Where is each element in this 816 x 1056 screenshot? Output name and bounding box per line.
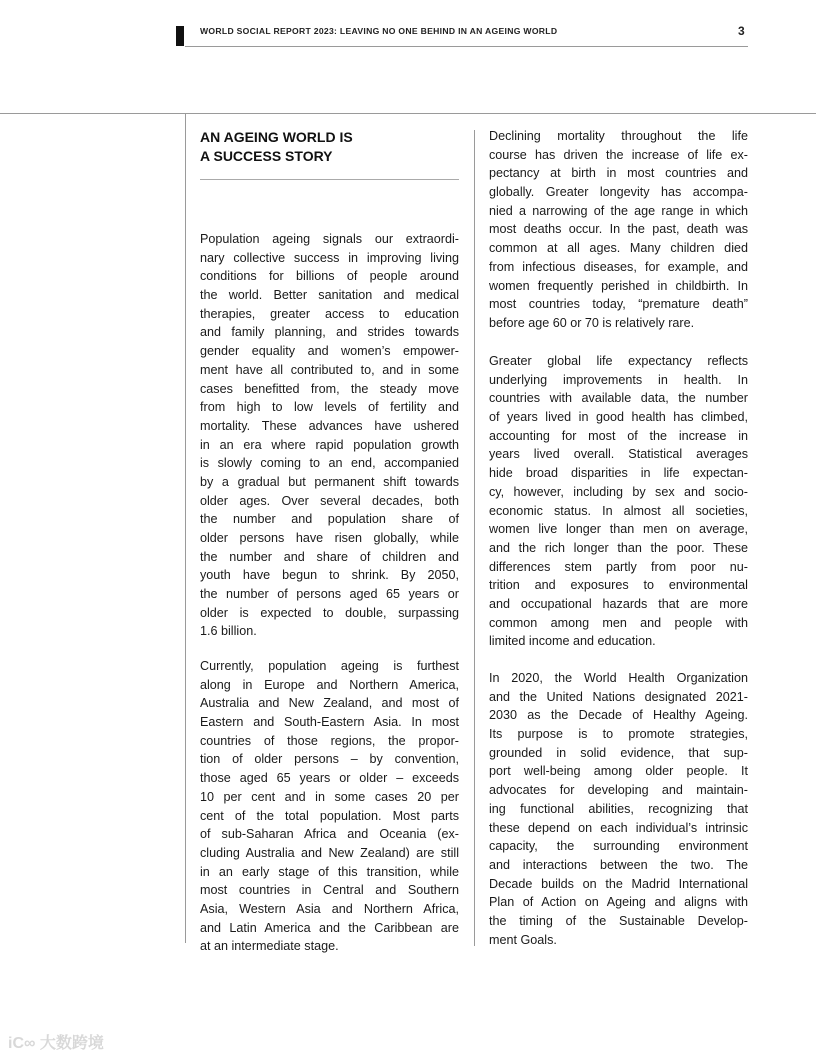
text-line: and the United Nations designated 2021- xyxy=(489,689,748,704)
text-line: mortality. These advances have ushered xyxy=(200,418,459,433)
text-line: course has driven the increase of life ex- xyxy=(489,147,748,162)
text-line: and the rich longer than the poor. These xyxy=(489,540,748,555)
text-line: older persons have risen globally, while xyxy=(200,531,459,545)
paragraph xyxy=(200,230,459,641)
text-line: cy, however, including by sex and socio- xyxy=(489,484,748,499)
text-line: In 2020, the World Health Organization xyxy=(489,671,748,685)
text-line: underlying improvements in health. In xyxy=(489,372,748,387)
text-line: Its purpose is to promote strategies, xyxy=(489,727,748,742)
text-line: 2030 as the Decade of Healthy Ageing. xyxy=(489,708,748,723)
text-line: most countries today, “premature death” xyxy=(489,297,748,312)
paragraph xyxy=(489,127,748,333)
text-line: in an era where rapid population growth xyxy=(200,437,459,452)
text-line: Eastern and South-Eastern Asia. In most xyxy=(200,715,459,730)
text-line: in an early stage of this transition, while xyxy=(200,864,459,879)
text-line: ment have all contributed to, and in some xyxy=(200,362,459,377)
paragraph xyxy=(200,657,459,956)
text-line: and Latin America and the Caribbean are xyxy=(200,920,459,935)
text-line: economic status. In almost all societies, xyxy=(489,503,748,518)
text-line: pectancy at birth in most countries and xyxy=(489,166,748,181)
text-line: the number of persons aged 65 years or xyxy=(200,587,459,602)
text-line: Plan of Action on Ageing and aligns with xyxy=(489,895,748,910)
text-line: 1.6 billion. xyxy=(200,624,257,639)
text-line: common among men and people with xyxy=(489,615,748,630)
text-line: Australia and New Zealand, and most of xyxy=(200,696,459,711)
column-divider xyxy=(474,130,475,946)
text-line: older is expected to double, surpassing xyxy=(200,605,459,620)
text-line: cluding Australia and New Zealand) are still xyxy=(200,845,459,860)
text-line: and occupational hazards that are more xyxy=(489,596,748,611)
text-line: Decade builds on the Madrid International xyxy=(489,876,748,891)
text-line: therapies, greater access to education xyxy=(200,306,459,321)
text-line: limited income and education. xyxy=(489,634,656,649)
text-line: 10 per cent and in some cases 20 per xyxy=(200,789,459,804)
text-line: accounting for most of the increase in xyxy=(489,428,748,443)
text-line: years lived overall. Statistical averages xyxy=(489,447,748,462)
text-line: those aged 65 years or older – exceeds xyxy=(200,771,459,786)
text-line: Asia, Western Asia and Northern Africa, xyxy=(200,901,459,916)
text-line: Currently, population ageing is furthest xyxy=(200,659,459,673)
text-line: women frequently perished in childbirth. In xyxy=(489,278,748,293)
text-line: most deaths occur. In the past, death was xyxy=(489,222,748,237)
text-line: from high to low levels of fertility and xyxy=(200,400,459,415)
text-line: Greater global life expectancy reflects xyxy=(489,354,748,368)
text-line: common at all ages. Many children died xyxy=(489,241,748,256)
paragraph xyxy=(489,352,748,651)
text-line: Declining mortality throughout the life xyxy=(489,129,748,143)
text-line: cases benefitted from, the steady move xyxy=(200,381,459,396)
text-line: nied a narrowing of the age range in which xyxy=(489,203,748,218)
text-line: countries with available data, the number xyxy=(489,391,748,406)
heading-divider xyxy=(200,179,459,180)
text-line: nary collective success in improving living xyxy=(200,250,459,265)
text-line: port well-being among older people. It xyxy=(489,764,748,779)
text-line: ing functional abilities, recognizing that xyxy=(489,801,748,816)
text-line: of years lived in good health has climbed, xyxy=(489,410,748,425)
section-top-divider xyxy=(0,113,816,114)
text-line: tion of older persons – by convention, xyxy=(200,752,459,767)
header-marker-bar xyxy=(176,26,184,46)
text-line: the world. Better sanitation and medical xyxy=(200,288,459,303)
text-line: conditions for billions of people around xyxy=(200,269,459,284)
text-line: and family planning, and strides towards xyxy=(200,325,459,340)
page-number: 3 xyxy=(738,24,745,38)
text-line: the number and population share of xyxy=(200,512,459,527)
text-line: differences stem partly from poor nu- xyxy=(489,559,748,574)
paragraph xyxy=(489,669,748,949)
text-line: most countries in Central and Southern xyxy=(200,883,459,898)
text-line: countries of those regions, the propor- xyxy=(200,733,459,748)
text-line: capacity, the surrounding environment xyxy=(489,839,748,854)
text-line: cent of the total population. Most parts xyxy=(200,808,459,823)
text-line: of sub-Saharan Africa and Oceania (ex- xyxy=(200,827,459,842)
text-line: advocates for developing and maintain- xyxy=(489,783,748,798)
section-heading xyxy=(200,128,459,166)
text-line: hide broad disparities in life expectan- xyxy=(489,466,748,481)
text-line: by a gradual but permanent shift towards xyxy=(200,474,459,489)
left-margin-divider xyxy=(185,113,186,943)
text-line: older ages. Over several decades, both xyxy=(200,493,459,508)
text-line: trition and exposures to environmental xyxy=(489,578,748,593)
text-line: Population ageing signals our extraordi- xyxy=(200,232,459,246)
section-heading-line: AN AGEING WORLD IS xyxy=(200,129,353,145)
text-line: at an intermediate stage. xyxy=(200,939,339,954)
running-title: WORLD SOCIAL REPORT 2023: LEAVING NO ONE BEHIND IN AN AGEING WORLD xyxy=(200,26,558,36)
text-line: grounded in solid evidence, that sup- xyxy=(489,745,748,760)
text-line: before age 60 or 70 is relatively rare. xyxy=(489,315,695,330)
text-line: from infectious diseases, for example, and xyxy=(489,259,748,274)
text-line: women live longer than men on average, xyxy=(489,522,748,537)
text-line: along in Europe and Northern America, xyxy=(200,677,459,692)
text-line: and interactions between the two. The xyxy=(489,857,748,872)
text-line: ment Goals. xyxy=(489,932,557,947)
text-line: the timing of the Sustainable Develop- xyxy=(489,913,748,928)
text-line: globally. Greater longevity has accompa- xyxy=(489,185,748,200)
text-line: youth have begun to shrink. By 2050, xyxy=(200,568,459,583)
header-divider xyxy=(185,46,748,47)
text-line: these depend on each individual’s intrinsic xyxy=(489,820,748,835)
text-line: the number and share of children and xyxy=(200,549,459,564)
watermark-logo: iC∞ 大数跨境 xyxy=(8,1035,104,1052)
section-heading-line: A SUCCESS STORY xyxy=(200,148,333,164)
text-line: is slowly coming to an end, accompanied xyxy=(200,456,459,471)
text-line: gender equality and women’s empower- xyxy=(200,344,459,359)
